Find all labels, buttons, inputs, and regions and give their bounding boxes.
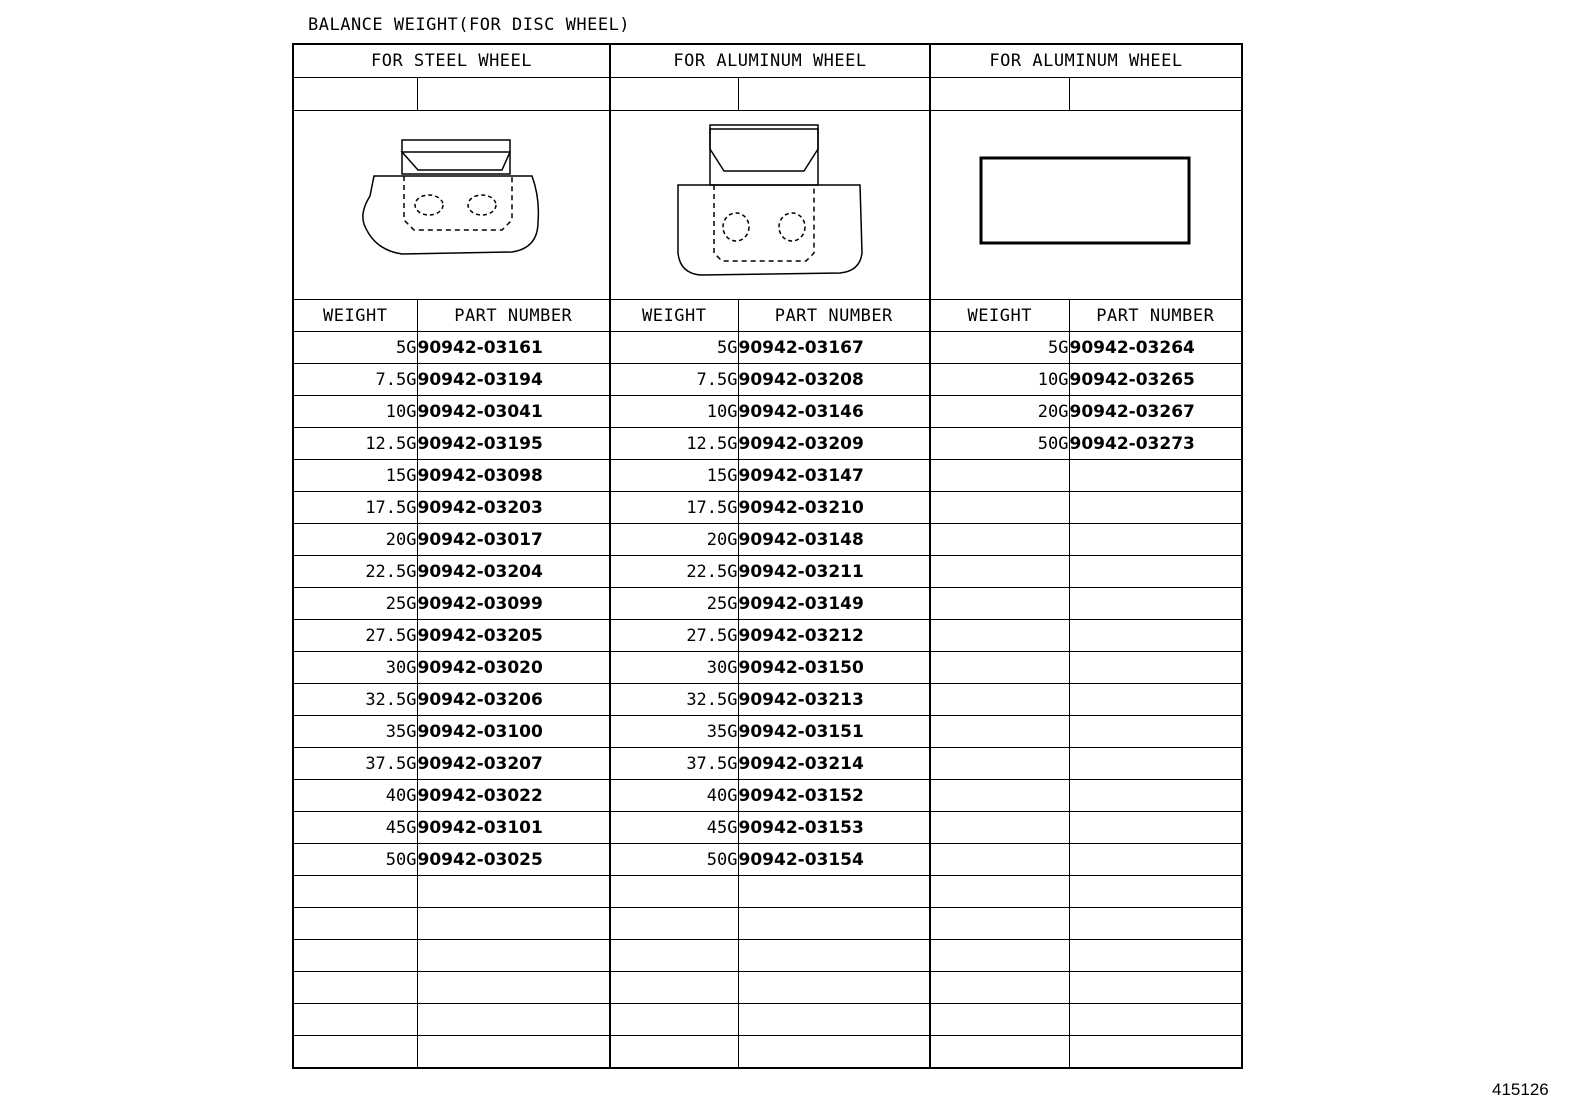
part-number-cell [1069,844,1242,876]
blank-row [293,78,1242,111]
section-header-aluminum-adhesive: FOR ALUMINUM WHEEL [930,44,1242,78]
table-row [293,716,1242,748]
weight-cell: 45G [610,812,738,844]
part-number-cell: 90942-03041 [417,396,610,428]
weight-cell [610,940,738,972]
part-number-cell: 90942-03207 [417,748,610,780]
part-number-cell [1069,652,1242,684]
part-number-cell [738,940,930,972]
part-number-cell: 90942-03151 [738,716,930,748]
weight-cell: 17.5G [293,492,417,524]
part-number-cell [1069,1004,1242,1036]
column-header-row [293,300,1242,332]
weight-cell [930,620,1069,652]
part-number-cell: 90942-03195 [417,428,610,460]
part-number-cell [1069,748,1242,780]
part-number-cell: 90942-03205 [417,620,610,652]
part-number-cell: 90942-03264 [1069,332,1242,364]
weight-cell: 10G [930,364,1069,396]
part-number-cell [417,1036,610,1069]
weight-cell: 20G [930,396,1069,428]
part-number-cell: 90942-03098 [417,460,610,492]
weight-cell: 5G [930,332,1069,364]
part-number-cell: 90942-03022 [417,780,610,812]
steel-wheel-weight-icon [352,138,552,268]
weight-cell [930,684,1069,716]
part-number-cell [1069,684,1242,716]
weight-cell: 12.5G [610,428,738,460]
part-number-cell [1069,972,1242,1004]
part-number-cell [1069,492,1242,524]
table-row [293,556,1242,588]
weight-cell: 30G [293,652,417,684]
part-number-cell: 90942-03154 [738,844,930,876]
weight-cell: 5G [610,332,738,364]
part-number-cell: 90942-03213 [738,684,930,716]
part-number-cell: 90942-03101 [417,812,610,844]
weight-cell: 20G [610,524,738,556]
part-number-cell [417,1004,610,1036]
weight-cell: 37.5G [293,748,417,780]
col-weight-aluminum-clip: WEIGHT [610,300,738,332]
weight-cell [930,876,1069,908]
part-number-cell [1069,780,1242,812]
weight-cell [930,940,1069,972]
part-number-cell: 90942-03146 [738,396,930,428]
col-part-aluminum-clip: PART NUMBER [738,300,930,332]
table-row [293,1036,1242,1069]
weight-cell: 25G [293,588,417,620]
weight-cell: 40G [293,780,417,812]
weight-cell: 7.5G [293,364,417,396]
table-row [293,396,1242,428]
col-part-steel: PART NUMBER [417,300,610,332]
weight-cell [610,972,738,1004]
weight-cell [930,588,1069,620]
section-header-row [293,44,1242,78]
aluminum-clip-weight-illustration [610,111,930,300]
table-row [293,908,1242,940]
part-number-cell: 90942-03150 [738,652,930,684]
part-number-cell [1069,460,1242,492]
weight-cell [610,908,738,940]
weight-cell [930,972,1069,1004]
part-number-cell: 90942-03267 [1069,396,1242,428]
part-number-cell: 90942-03273 [1069,428,1242,460]
weight-cell: 45G [293,812,417,844]
part-number-cell [1069,524,1242,556]
weight-cell: 20G [293,524,417,556]
weight-cell: 10G [293,396,417,428]
part-number-cell [417,908,610,940]
part-number-cell [417,940,610,972]
weight-cell [930,1036,1069,1069]
steel-wheel-weight-illustration [293,111,610,300]
weight-cell: 25G [610,588,738,620]
weight-cell [293,972,417,1004]
table-row [293,844,1242,876]
part-number-cell: 90942-03020 [417,652,610,684]
part-number-cell: 90942-03210 [738,492,930,524]
part-number-cell [417,876,610,908]
part-number-cell: 90942-03017 [417,524,610,556]
part-number-cell: 90942-03167 [738,332,930,364]
part-number-cell [1069,812,1242,844]
weight-cell [293,876,417,908]
weight-cell: 15G [293,460,417,492]
table-row [293,332,1242,364]
col-weight-steel: WEIGHT [293,300,417,332]
part-number-cell: 90942-03152 [738,780,930,812]
weight-cell [930,716,1069,748]
col-weight-aluminum-adhesive: WEIGHT [930,300,1069,332]
part-number-cell [738,908,930,940]
adhesive-weight-icon [976,153,1196,253]
weight-cell [930,908,1069,940]
part-number-cell: 90942-03161 [417,332,610,364]
section-header-aluminum-clip: FOR ALUMINUM WHEEL [610,44,930,78]
part-number-cell: 90942-03149 [738,588,930,620]
weight-cell: 30G [610,652,738,684]
part-number-cell: 90942-03265 [1069,364,1242,396]
part-number-cell: 90942-03209 [738,428,930,460]
table-row [293,652,1242,684]
adhesive-weight-illustration [930,111,1242,300]
weight-cell [930,780,1069,812]
part-number-cell: 90942-03212 [738,620,930,652]
part-number-cell [1069,716,1242,748]
balance-weight-table [292,43,1243,1069]
weight-cell [930,748,1069,780]
part-number-cell: 90942-03204 [417,556,610,588]
part-number-cell: 90942-03211 [738,556,930,588]
part-number-cell: 90942-03153 [738,812,930,844]
part-number-cell [1069,876,1242,908]
weight-cell [930,460,1069,492]
table-row [293,460,1242,492]
weight-cell [293,908,417,940]
weight-cell [930,844,1069,876]
table-row [293,940,1242,972]
weight-cell: 15G [610,460,738,492]
part-number-cell [1069,556,1242,588]
weight-cell [930,524,1069,556]
part-number-cell [738,1004,930,1036]
table-row [293,972,1242,1004]
aluminum-clip-weight-icon [670,123,870,283]
weight-cell: 32.5G [610,684,738,716]
col-part-aluminum-adhesive: PART NUMBER [1069,300,1242,332]
part-number-cell [738,1036,930,1069]
part-number-cell: 90942-03025 [417,844,610,876]
weight-cell: 37.5G [610,748,738,780]
weight-cell [930,556,1069,588]
table-row [293,492,1242,524]
part-number-cell: 90942-03206 [417,684,610,716]
part-number-cell: 90942-03148 [738,524,930,556]
part-number-cell [417,972,610,1004]
illustration-row [293,111,1242,300]
weight-cell: 5G [293,332,417,364]
weight-cell [293,1036,417,1069]
table-row [293,812,1242,844]
weight-cell: 50G [610,844,738,876]
weight-cell: 32.5G [293,684,417,716]
table-row [293,588,1242,620]
weight-cell: 35G [610,716,738,748]
weight-cell [930,492,1069,524]
table-row [293,876,1242,908]
weight-cell [610,1036,738,1069]
weight-cell [610,1004,738,1036]
part-number-cell: 90942-03147 [738,460,930,492]
part-number-cell [738,972,930,1004]
part-number-cell [1069,908,1242,940]
weight-cell: 7.5G [610,364,738,396]
part-number-cell [1069,940,1242,972]
weight-cell: 40G [610,780,738,812]
part-number-cell: 90942-03099 [417,588,610,620]
weight-cell [930,652,1069,684]
figure-id: 415126 [1492,1080,1549,1099]
weight-cell: 22.5G [293,556,417,588]
part-number-cell [1069,620,1242,652]
weight-cell: 17.5G [610,492,738,524]
weight-cell: 22.5G [610,556,738,588]
weight-cell: 27.5G [610,620,738,652]
section-header-steel: FOR STEEL WHEEL [293,44,610,78]
weight-cell [930,812,1069,844]
table-row [293,780,1242,812]
table-row [293,748,1242,780]
weight-cell [293,1004,417,1036]
part-number-cell: 90942-03203 [417,492,610,524]
weight-cell: 12.5G [293,428,417,460]
table-row [293,684,1242,716]
document-title: BALANCE WEIGHT(FOR DISC WHEEL) [308,15,631,35]
table-row [293,620,1242,652]
part-number-cell: 90942-03100 [417,716,610,748]
table-row [293,428,1242,460]
table-row [293,1004,1242,1036]
part-number-cell: 90942-03194 [417,364,610,396]
weight-cell: 27.5G [293,620,417,652]
table-row [293,364,1242,396]
part-number-cell [1069,588,1242,620]
weight-cell: 50G [930,428,1069,460]
part-number-cell [738,876,930,908]
weight-cell [610,876,738,908]
weight-cell [293,940,417,972]
weight-cell: 50G [293,844,417,876]
weight-cell: 10G [610,396,738,428]
part-number-cell: 90942-03214 [738,748,930,780]
table-row [293,524,1242,556]
weight-cell: 35G [293,716,417,748]
part-number-cell [1069,1036,1242,1069]
weight-cell [930,1004,1069,1036]
part-number-cell: 90942-03208 [738,364,930,396]
